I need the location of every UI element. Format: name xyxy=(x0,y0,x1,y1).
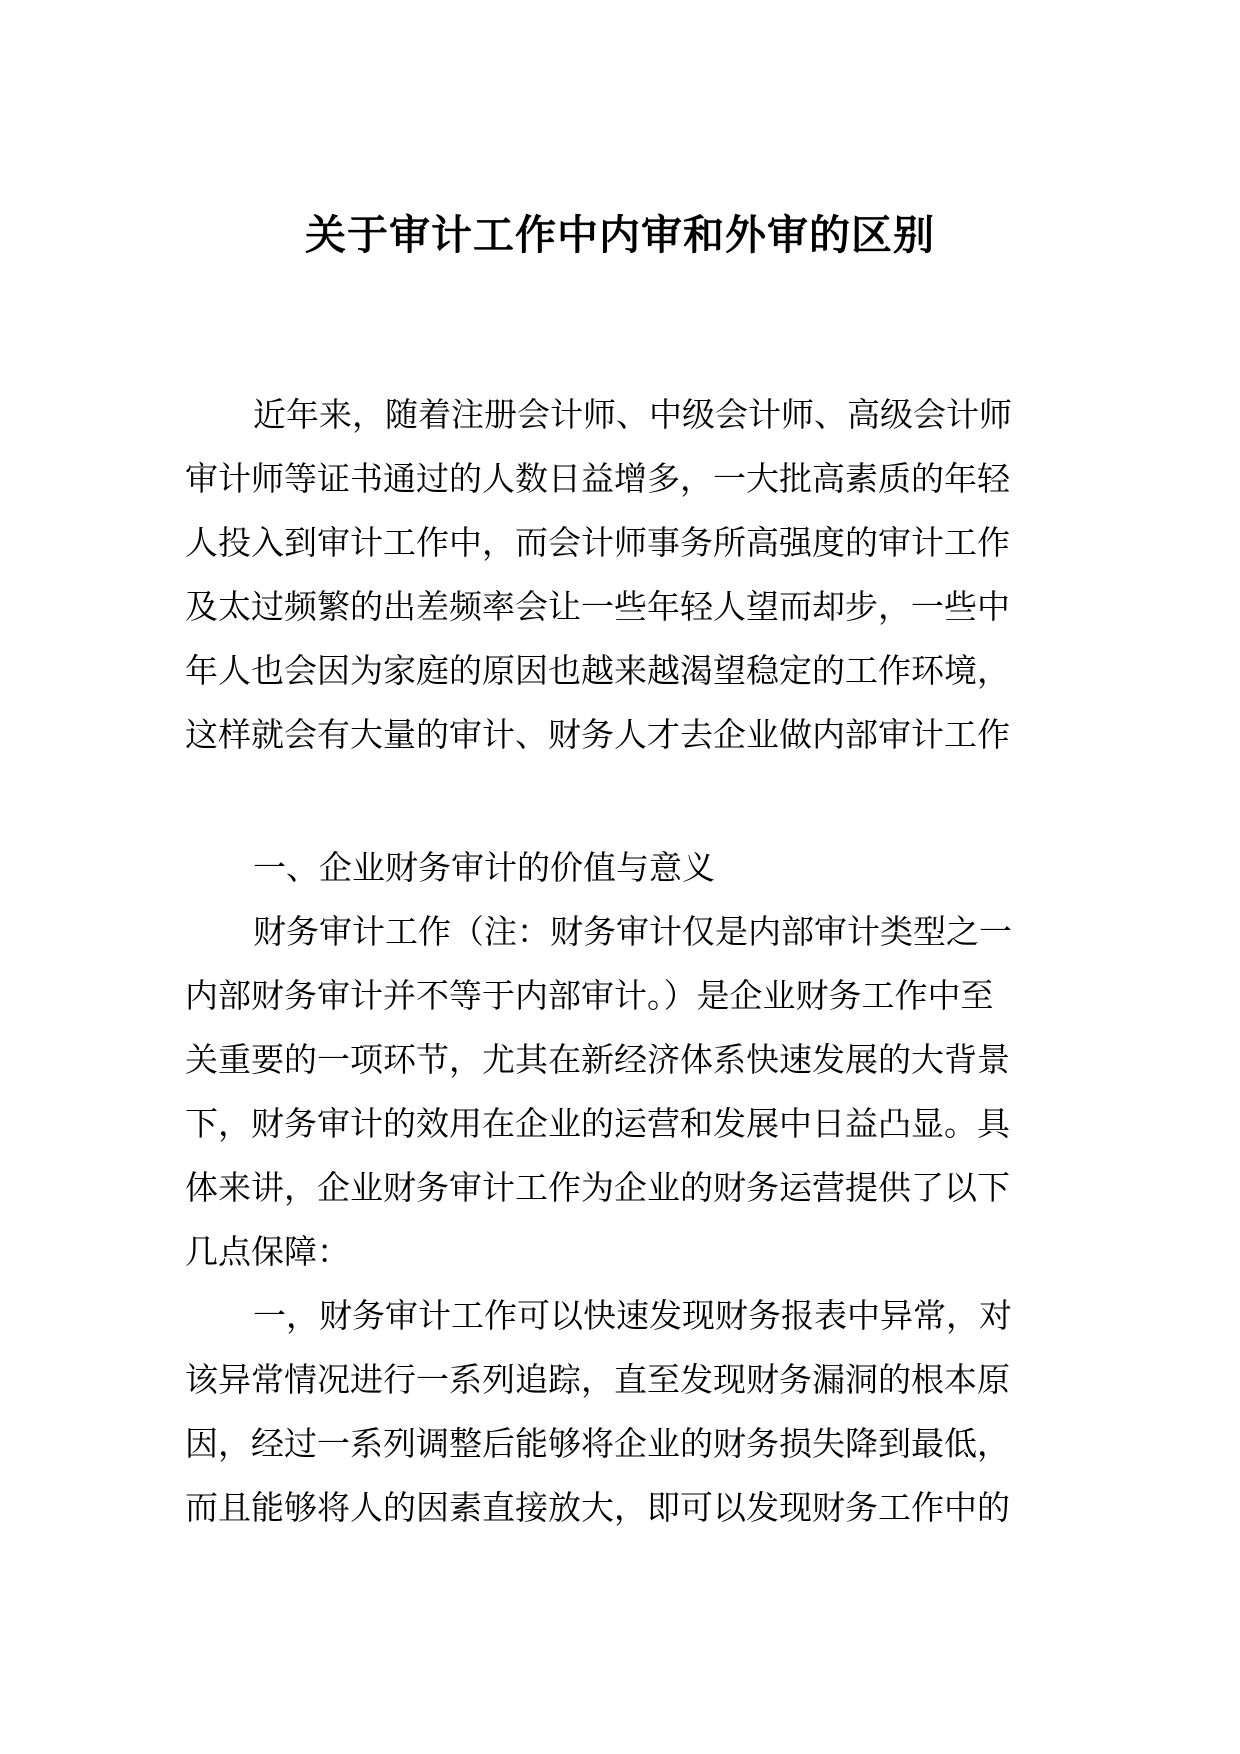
paragraph-1 xyxy=(185,900,1185,1284)
text-line: 近年来，随着注册会计师、中级会计师、高级会计师 xyxy=(253,395,1012,434)
text-line: 人投入到审计工作中，而会计师事务所高强度的审计工作 xyxy=(185,523,1010,562)
text-line: 下，财务审计的效用在企业的运营和发展中日益凸显。具 xyxy=(185,1104,1010,1143)
text-line: 这样就会有大量的审计、财务人才去企业做内部审计工作 xyxy=(185,715,1010,754)
document-title: 关于审计工作中内审和外审的区别 xyxy=(305,211,935,259)
text-line: 而且能够将人的因素直接放大，即可以发现财务工作中的 xyxy=(185,1488,1010,1527)
text-line: 年人也会因为家庭的原因也越来越渴望稳定的工作环境， xyxy=(185,651,1010,690)
section-heading: 一、企业财务审计的价值与意义 xyxy=(253,848,715,887)
section-body xyxy=(185,836,1185,1540)
paragraph-2 xyxy=(185,1284,1185,1540)
intro-paragraph xyxy=(185,383,1185,767)
text-line: 审计师等证书通过的人数日益增多，一大批高素质的年轻 xyxy=(185,459,1010,498)
text-line: 几点保障： xyxy=(185,1232,350,1271)
text-line: 关重要的一项环节，尤其在新经济体系快速发展的大背景 xyxy=(185,1040,1010,1079)
text-line: 内部财务审计并不等于内部审计。）是企业财务工作中至 xyxy=(185,976,994,1015)
text-line: 因，经过一系列调整后能够将企业的财务损失降到最低， xyxy=(185,1424,1010,1463)
text-line: 及太过频繁的出差频率会让一些年轻人望而却步，一些中 xyxy=(185,587,1010,626)
text-line: 一，财务审计工作可以快速发现财务报表中异常，对 xyxy=(253,1296,1012,1335)
text-line: 体来讲，企业财务审计工作为企业的财务运营提供了以下 xyxy=(185,1168,1010,1207)
text-line: 财务审计工作（注：财务审计仅是内部审计类型之一 xyxy=(253,912,1012,951)
text-line: 该异常情况进行一系列追踪，直至发现财务漏洞的根本原 xyxy=(185,1360,1010,1399)
